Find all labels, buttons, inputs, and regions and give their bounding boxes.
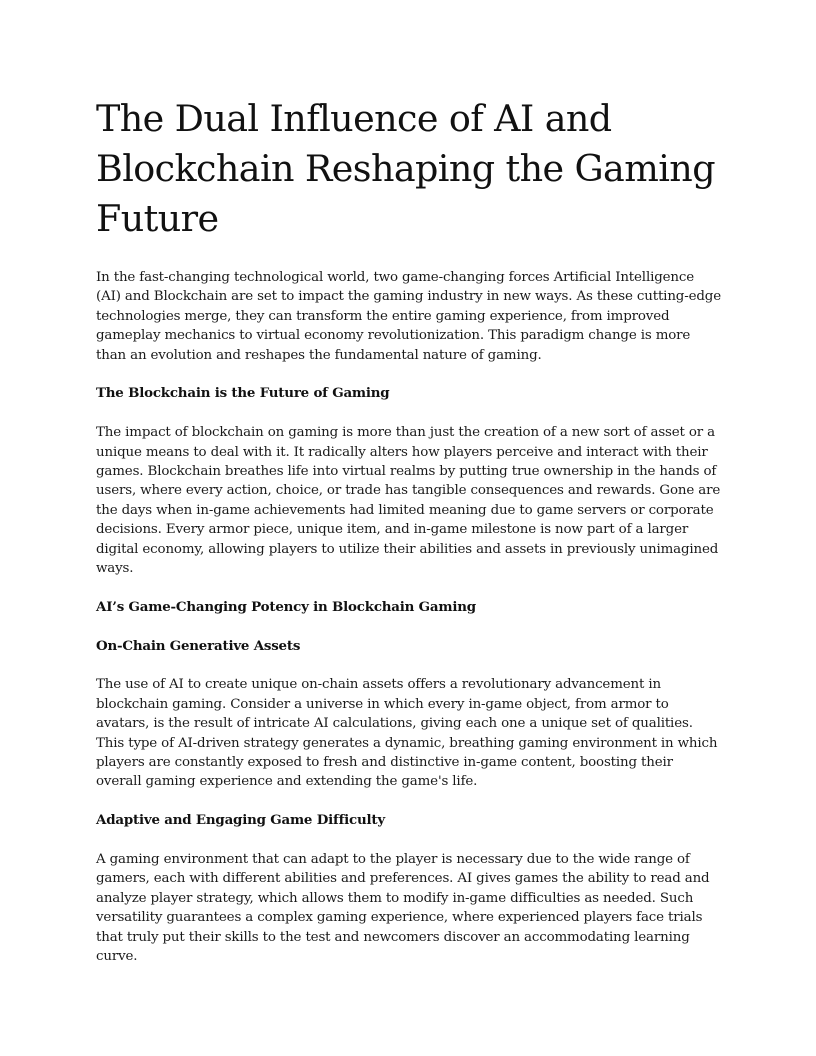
document-page bbox=[96, 94, 722, 986]
document-title: The Dual Influence of AI and Blockchain Reshaping the Gaming Future bbox=[96, 97, 715, 240]
section-heading-ai-potency: AI’s Game-Changing Potency in Blockchain Gaming bbox=[96, 598, 476, 615]
section-body-blockchain-future: The impact of blockchain on gaming is more than just the creation of a new sort of asset or a unique means to deal with it. It radically alters how players perceive and interact with their games. Blockchain breathes life into virtual realms by putting true ownership in the hands of users, where every action, choice, or trade has tangible consequences and rewards. Gone are the days when in-game achievements had limited meaning due to game servers or corporate decisions. Every armor piece, unique item, and in-game milestone is now part of a larger digital economy, allowing players to utilize their abilities and assets in previously unimagined ways. bbox=[96, 425, 721, 577]
section-heading-generative-assets: On-Chain Generative Assets bbox=[96, 637, 301, 654]
section-body-adaptive-difficulty: A gaming environment that can adapt to the player is necessary due to the wide range of gamers, each with different abilities and preferences. AI gives games the ability to read and analyze player strategy, which allows them to modify in-game difficulties as needed. Such versatility guarantees a complex gaming experience, where experienced players face trials that truly put their skills to the test and newcomers discover an accommodating learning curve. bbox=[96, 852, 710, 965]
section-body-generative-assets: The use of AI to create unique on-chain assets offers a revolutionary advancement in blockchain gaming. Consider a universe in which every in-game object, from armor to avatars, is the result of intricate AI calculations, giving each one a unique set of qualities. This type of AI-driven strategy generates a dynamic, breathing gaming environment in which players are constantly exposed to fresh and distinctive in-game content, boosting their overall gaming experience and extending the game's life. bbox=[96, 677, 718, 790]
section-heading-adaptive-difficulty: Adaptive and Engaging Game Difficulty bbox=[96, 812, 385, 829]
intro-paragraph: In the fast-changing technological world, two game-changing forces Artificial Intelligence (AI) and Blockchain are set to impact the gaming industry in new ways. As these cutting-edge technologies merge, they can transform the entire gaming experience, from improved gameplay mechanics to virtual economy revolutionization. This paradigm change is more than an evolution and reshapes the fundamental nature of gaming. bbox=[96, 270, 721, 363]
section-heading-blockchain-future: The Blockchain is the Future of Gaming bbox=[96, 385, 390, 402]
